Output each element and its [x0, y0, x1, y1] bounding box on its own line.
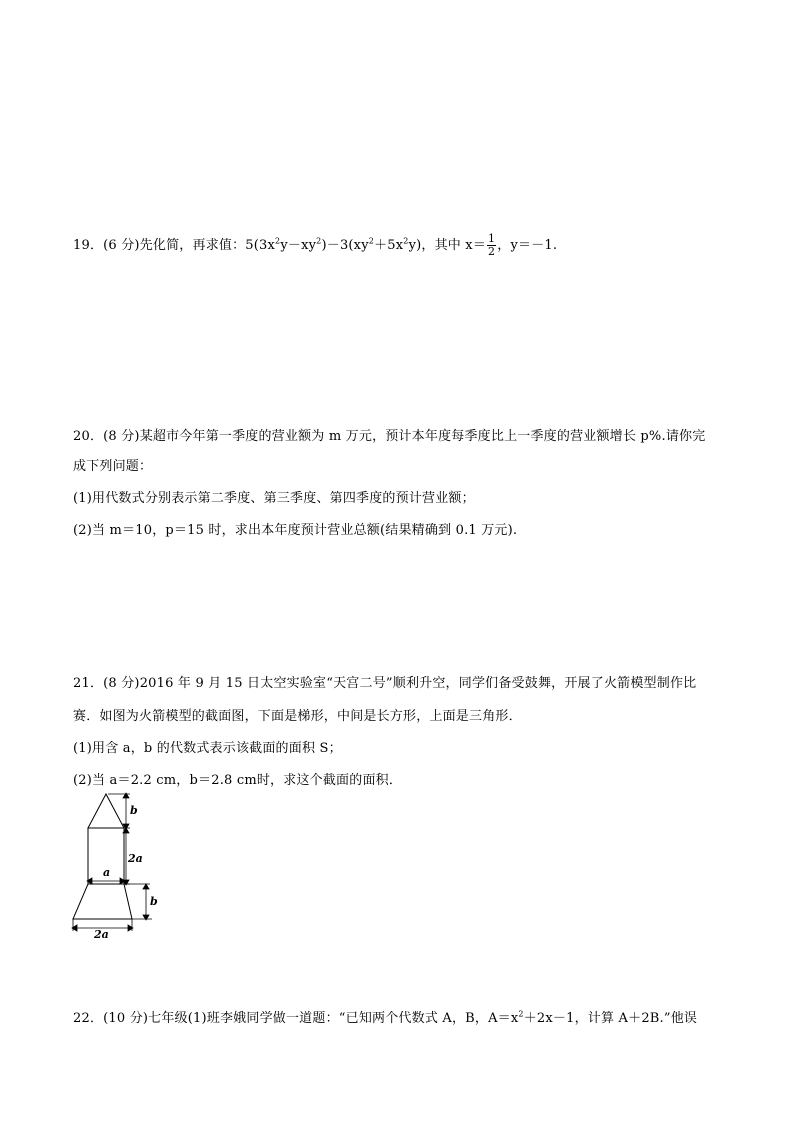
q22-sup-1: 2	[518, 1009, 524, 1019]
question-20-line-1: 20．(8 分)某超市今年第一季度的营业额为 m 万元，预计本年度每季度比上一季度的营业额增长 p%.请你完	[73, 429, 706, 444]
q19-sup-3: 2	[368, 236, 375, 246]
question-21-part-1: (1)用含 a，b 的代数式表示该截面的面积 S；	[73, 741, 342, 756]
fraction-denominator: 2	[488, 245, 496, 258]
rocket-outline	[73, 794, 132, 919]
q19-text-f: ，y＝－1.	[497, 238, 558, 253]
label-b-top: b	[130, 804, 138, 817]
question-22-line-1	[73, 1010, 697, 1028]
q19-text-a: 19．(6 分)先化简，再求值：5(3x	[73, 238, 276, 253]
q19-text-c: )－3(xy	[321, 238, 369, 253]
question-20-part-1: (1)用代数式分别表示第二季度、第三季度、第四季度的预计营业额；	[73, 491, 475, 506]
q19-text-b: y－xy	[280, 238, 317, 253]
question-21-part-2: (2)当 a＝2.2 cm，b＝2.8 cm时，求这个截面的面积．	[73, 773, 403, 788]
question-19	[73, 233, 557, 258]
triangle-part	[88, 794, 124, 828]
question-20-part-2: (2)当 m＝10，p＝15 时，求出本年度预计营业总额(结果精确到 0.1 万元).	[73, 523, 518, 538]
question-21-line-1: 21．(8 分)2016 年 9 月 15 日太空实验室“天宫二号”顺利升空，同学们备受鼓舞，开展了火箭模型制作比	[73, 676, 697, 691]
q19-sup-2: 2	[316, 236, 322, 246]
label-b-bottom: b	[150, 895, 158, 908]
question-21-line-2: 赛．如图为火箭模型的截面图，下面是梯形，中间是长方形，上面是三角形．	[73, 709, 522, 724]
q22-text-a: 22．(10 分)七年级(1)班李娥同学做一道题：“已知两个代数式 A，B，A＝x	[73, 1011, 519, 1026]
q19-sup-4: 2	[403, 236, 409, 246]
trapezoid-part	[73, 884, 132, 919]
q22-text-b: ＋2x－1，计算 A＋2B.”他误	[523, 1011, 698, 1026]
q19-text-d: ＋5x	[374, 238, 404, 253]
label-a: a	[103, 866, 111, 879]
label-2a-middle: 2a	[128, 852, 143, 865]
q19-text-e: y)，其中 x＝	[408, 238, 487, 253]
rocket-cross-section-figure	[66, 788, 166, 940]
q19-sup-1: 2	[275, 236, 281, 246]
fraction-numerator: 1	[488, 232, 496, 245]
question-20-line-2: 成下列问题：	[73, 459, 153, 474]
label-2a-bottom: 2a	[94, 928, 109, 940]
q19-fraction	[487, 233, 496, 258]
